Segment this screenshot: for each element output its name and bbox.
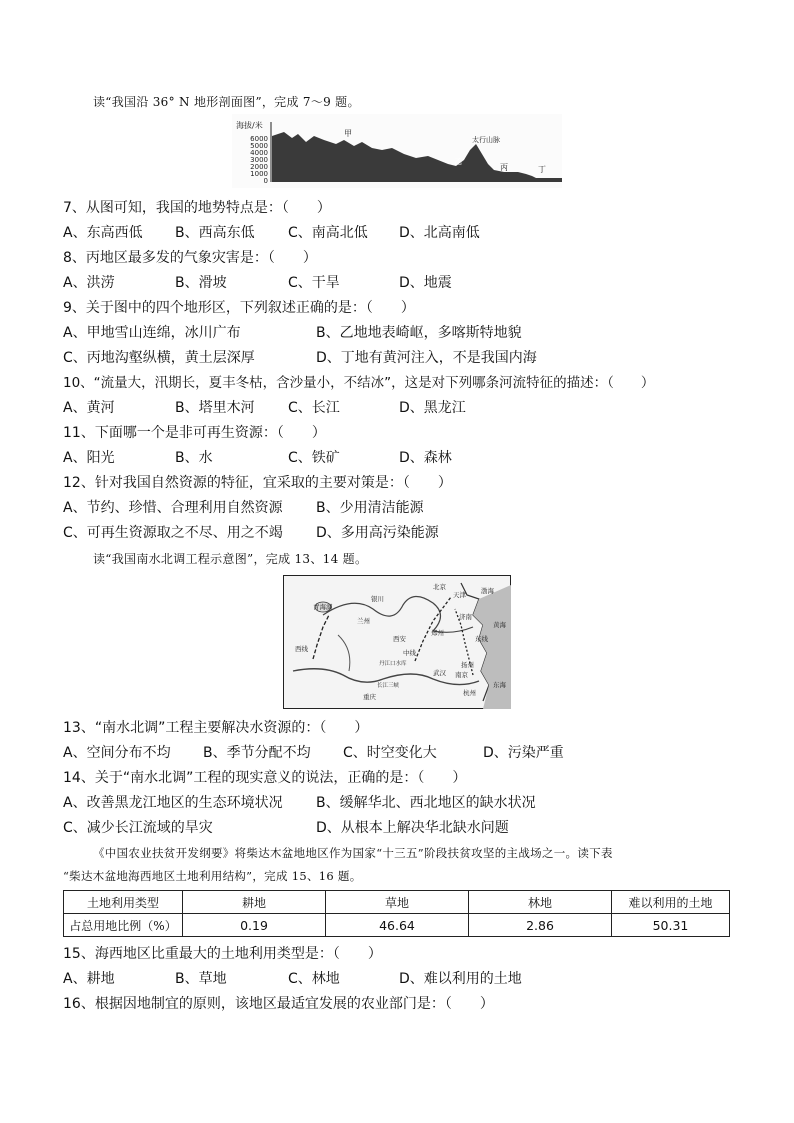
question-12-stem: 12、针对我国自然资源的特征，宜采取的主要对策是：（ ） (63, 475, 452, 491)
question-13-stem: 13、“南水北调”工程主要解决水资源的：（ ） (63, 720, 369, 736)
q13-option-a[interactable]: A、空间分布不均 (63, 745, 171, 761)
map-label-nanjing: 南京 (455, 671, 468, 679)
table-header-cell: 草地 (326, 891, 469, 914)
profile-label-bing: 丙 (500, 163, 508, 172)
q14-option-a[interactable]: A、改善黑龙江地区的生态环境状况 (63, 795, 283, 811)
profile-label-taihang: 太行山脉 (472, 136, 500, 144)
q11-option-b[interactable]: B、水 (175, 450, 213, 466)
q10-option-b[interactable]: B、塔里木河 (175, 400, 255, 416)
map-label-middle-route: 中线 (403, 649, 416, 657)
table-header-cell: 林地 (469, 891, 612, 914)
ytick-0: 0 (263, 177, 268, 185)
q14-option-c[interactable]: C、减少长江流域的旱灾 (63, 820, 213, 836)
q15-option-b[interactable]: B、草地 (175, 971, 227, 987)
q9-option-c[interactable]: C、丙地沟壑纵横，黄土层深厚 (63, 350, 255, 366)
q11-option-c[interactable]: C、铁矿 (288, 450, 340, 466)
table-header-row (64, 891, 730, 914)
map-label-wuhan: 武汉 (433, 669, 446, 677)
map-label-tianjin: 天津 (453, 591, 466, 599)
ytick-6000: 6000 (250, 135, 268, 143)
question-14-stem: 14、关于“南水北调”工程的现实意义的说法，正确的是：（ ） (63, 770, 467, 786)
map-label-hangzhou: 杭州 (463, 689, 476, 697)
map-label-bohai: 渤海 (481, 587, 494, 595)
intro-15-16-line1: 《中国农业扶贫开发纲要》将柴达木盆地地区作为国家“十三五”阶段扶贫攻坚的主战场之一。读下表 (93, 846, 613, 860)
q10-option-c[interactable]: C、长江 (288, 400, 340, 416)
map-label-east-china-sea: 东海 (493, 681, 506, 689)
ytick-5000: 5000 (250, 142, 268, 150)
map-label-qinghai-lake: 青海湖 (313, 603, 333, 611)
question-9-stem: 9、关于图中的四个地形区，下列叙述正确的是：（ ） (63, 300, 415, 316)
q14-option-b[interactable]: B、缓解华北、西北地区的缺水状况 (316, 795, 536, 811)
table-header-cell: 难以利用的土地 (612, 891, 730, 914)
q7-option-d[interactable]: D、北高南低 (399, 225, 480, 241)
land-use-table (63, 890, 730, 937)
q10-option-a[interactable]: A、黄河 (63, 400, 115, 416)
table-header-cell: 耕地 (183, 891, 326, 914)
q7-option-b[interactable]: B、西高东低 (175, 225, 255, 241)
q10-option-d[interactable]: D、黑龙江 (399, 400, 466, 416)
q7-option-c[interactable]: C、南高北低 (288, 225, 368, 241)
table-cell-cropland: 0.19 (183, 914, 326, 937)
ytick-1000: 1000 (250, 170, 268, 178)
q15-option-a[interactable]: A、耕地 (63, 971, 115, 987)
q8-option-c[interactable]: C、干旱 (288, 275, 340, 291)
question-10-stem: 10、“流量大，汛期长，夏丰冬枯，含沙量小，不结冰”，这是对下列哪条河流特征的描述：（ ） (63, 375, 655, 391)
ytick-3000: 3000 (250, 156, 268, 164)
map-label-west-route: 西线 (295, 645, 308, 653)
q11-option-d[interactable]: D、森林 (399, 450, 452, 466)
q9-option-d[interactable]: D、丁地有黄河注入，不是我国内海 (316, 350, 537, 366)
map-label-yinchuan: 银川 (371, 595, 384, 603)
question-7-stem: 7、从图可知，我国的地势特点是：（ ） (63, 200, 331, 216)
map-label-yellow-sea: 黄海 (493, 621, 506, 629)
q14-option-d[interactable]: D、从根本上解决华北缺水问题 (316, 820, 509, 836)
q11-option-a[interactable]: A、阳光 (63, 450, 115, 466)
table-header-cell: 土地利用类型 (64, 891, 183, 914)
q13-option-c[interactable]: C、时空变化大 (343, 745, 437, 761)
map-label-three-gorges: 长江三峡 (377, 683, 400, 689)
ytick-2000: 2000 (250, 163, 268, 171)
map-label-beijing: 北京 (433, 583, 446, 591)
table-row-label: 占总用地比例（%） (64, 914, 183, 937)
q12-option-d[interactable]: D、多用高污染能源 (316, 525, 439, 541)
q13-option-b[interactable]: B、季节分配不均 (203, 745, 311, 761)
map-label-lanzhou: 兰州 (357, 617, 370, 625)
intro-13-14: 读“我国南水北调工程示意图”，完成 13、14 题。 (93, 552, 368, 566)
q8-option-b[interactable]: B、滑坡 (175, 275, 227, 291)
map-label-chongqing: 重庆 (363, 693, 376, 701)
map-label-xian: 西安 (393, 635, 406, 643)
table-row (64, 914, 730, 937)
q7-option-a[interactable]: A、东高西低 (63, 225, 143, 241)
q12-option-c[interactable]: C、可再生资源取之不尽、用之不竭 (63, 525, 283, 541)
q8-option-d[interactable]: D、地震 (399, 275, 452, 291)
table-cell-forest: 2.86 (469, 914, 612, 937)
map-label-yangzhou: 扬州 (461, 661, 474, 669)
map-label-zhengzhou: 郑州 (431, 629, 444, 637)
q13-option-d[interactable]: D、污染严重 (483, 745, 564, 761)
q15-option-c[interactable]: C、林地 (288, 971, 340, 987)
water-diversion-map (283, 575, 511, 709)
profile-ylabel: 海拔/米 (236, 121, 263, 130)
q9-option-a[interactable]: A、甲地雪山连绵，冰川广布 (63, 325, 241, 341)
map-label-east-route: 东线 (475, 635, 488, 643)
map-label-jinan: 济南 (459, 613, 472, 621)
question-15-stem: 15、海西地区比重最大的土地利用类型是：（ ） (63, 946, 382, 962)
intro-7-9: 读“我国沿 36° N 地形剖面图”，完成 7～9 题。 (93, 95, 360, 109)
question-8-stem: 8、丙地区最多发的气象灾害是：（ ） (63, 250, 317, 266)
q15-option-d[interactable]: D、难以利用的土地 (399, 971, 522, 987)
ytick-4000: 4000 (250, 149, 268, 157)
profile-label-yi: 乙 (454, 157, 462, 166)
q8-option-a[interactable]: A、洪涝 (63, 275, 115, 291)
profile-label-ding: 丁 (538, 165, 546, 174)
question-11-stem: 11、下面哪一个是非可再生资源：（ ） (63, 425, 326, 441)
q12-option-b[interactable]: B、少用清洁能源 (316, 500, 424, 516)
question-16-stem: 16、根据因地制宜的原则，该地区最适宜发展的农业部门是：（ ） (63, 996, 494, 1012)
table-cell-grassland: 46.64 (326, 914, 469, 937)
map-label-danjiangkou: 丹江口水库 (379, 661, 407, 667)
q12-option-a[interactable]: A、节约、珍惜、合理利用自然资源 (63, 500, 283, 516)
table-cell-unusable: 50.31 (612, 914, 730, 937)
intro-15-16-line2: “柴达木盆地海西地区土地利用结构”，完成 15、16 题。 (63, 869, 362, 883)
terrain-profile-figure (232, 114, 562, 188)
q9-option-b[interactable]: B、乙地地表崎岖，多喀斯特地貌 (316, 325, 522, 341)
profile-label-jia: 甲 (344, 129, 352, 138)
